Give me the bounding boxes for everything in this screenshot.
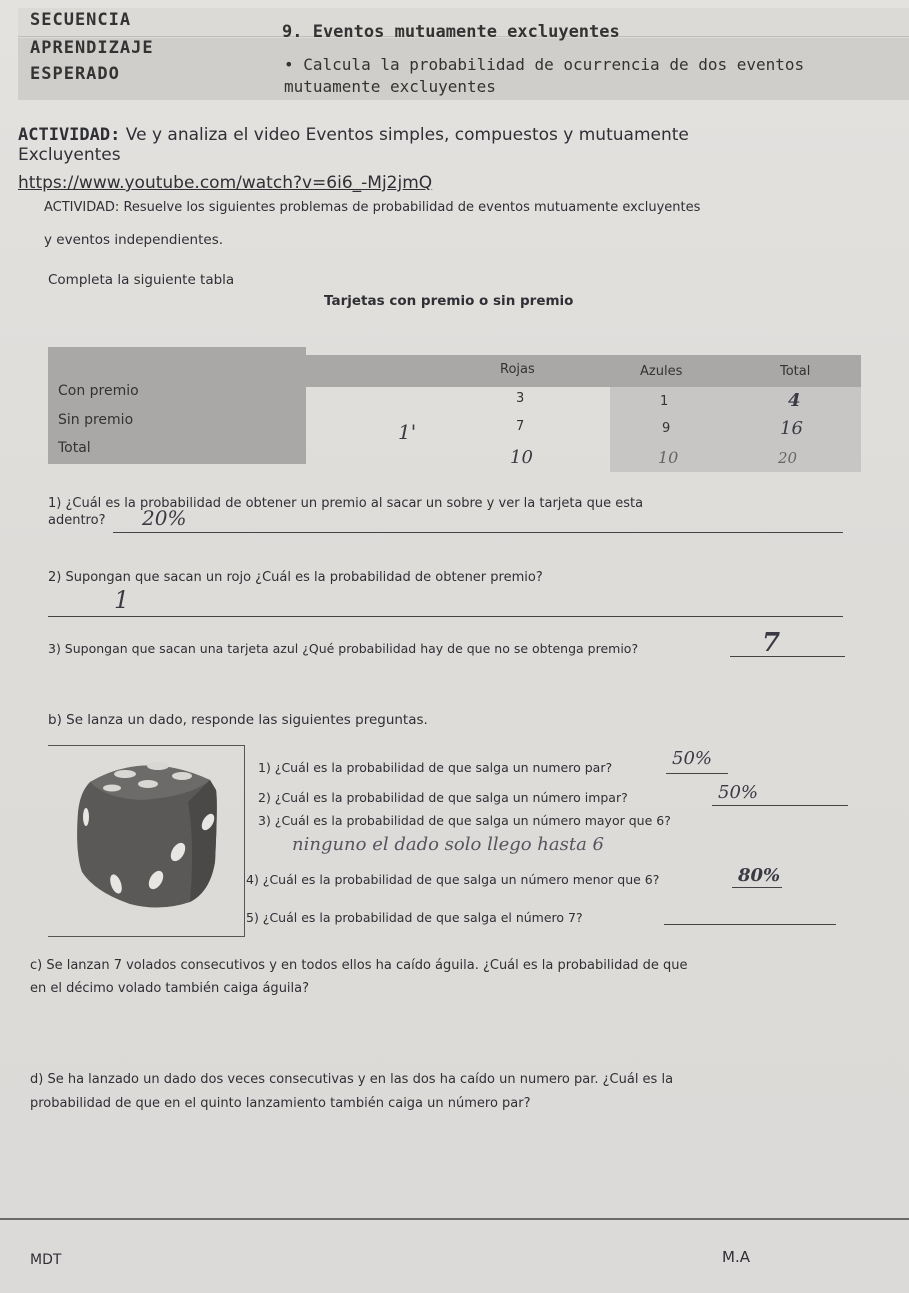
b-q1: 1) ¿Cuál es la probabilidad de que salga un numero par? — [258, 760, 613, 775]
b-q3: 3) ¿Cuál es la probabilidad de que salga un número mayor que 6? — [258, 813, 671, 828]
col-azules: Azules — [640, 364, 683, 379]
section-c-line2: en el décimo volado también caiga águila? — [30, 981, 310, 996]
row-label-sin-premio: Sin premio — [58, 412, 134, 428]
stray-mark: 1' — [398, 420, 417, 444]
activity2-line2: y eventos independientes. — [44, 232, 224, 248]
col-rojas: Rojas — [500, 362, 535, 377]
section-d-line1: d) Se ha lanzado un dado dos veces consecutivas y en las dos ha caído un numero par. ¿Cuál es la — [30, 1072, 674, 1087]
table-azul-total-block — [610, 387, 861, 472]
section-b-heading: b) Se lanza un dado, responde las siguientes preguntas. — [48, 712, 428, 728]
header-bullet-1: • Calcula la probabilidad de ocurrencia de dos eventos — [284, 55, 805, 74]
header-left-3: ESPERADO — [30, 64, 120, 84]
cell-con-total: 4 — [788, 390, 801, 411]
q1-line2: adentro? — [48, 513, 106, 528]
section-d-line2: probabilidad de que en el quinto lanzamiento también caiga un número par? — [30, 1096, 531, 1111]
cell-sin-azules: 9 — [662, 421, 671, 436]
b-q4-answer: 80% — [738, 865, 781, 886]
b-q2-answer: 50% — [718, 782, 759, 803]
header-left-2: APRENDIZAJE — [30, 38, 154, 58]
b-q4-blank[interactable] — [732, 887, 782, 888]
table-title: Tarjetas con premio o sin premio — [324, 293, 574, 309]
cell-total-total: 20 — [778, 449, 798, 467]
activity1-line1 — [18, 125, 689, 145]
footer-left: MDT — [30, 1252, 62, 1268]
activity1-text1: Ve y analiza el video Eventos simples, compuestos y mutuamente — [125, 125, 689, 145]
q3-text: 3) Supongan que sacan una tarjeta azul ¿Qué probabilidad hay de que no se obtenga premio? — [48, 641, 639, 656]
q3-answer-blank[interactable] — [730, 656, 845, 657]
b-q4: 4) ¿Cuál es la probabilidad de que salga un número menor que 6? — [246, 872, 660, 887]
b-q2-blank[interactable] — [712, 805, 848, 806]
b-q3-answer: ninguno el dado solo llego hasta 6 — [292, 834, 605, 855]
q1-answer: 20% — [142, 506, 187, 530]
cell-total-rojas: 10 — [510, 447, 533, 468]
row-label-total: Total — [58, 440, 91, 456]
cell-con-rojas: 3 — [516, 391, 525, 406]
b-q1-answer: 50% — [672, 748, 713, 769]
cell-con-azules: 1 — [660, 394, 669, 409]
header-left-1: SECUENCIA — [30, 10, 132, 30]
q1-answer-blank[interactable] — [113, 532, 843, 533]
activity1-label: ACTIVIDAD: — [18, 125, 121, 145]
cell-sin-total: 16 — [780, 418, 803, 439]
table-instruction: Completa la siguiente tabla — [48, 272, 235, 288]
cell-sin-rojas: 7 — [516, 419, 525, 434]
activity2-line1: ACTIVIDAD: Resuelve los siguientes problemas de probabilidad de eventos mutuamente excluyentes — [44, 200, 701, 215]
dice-icon — [70, 752, 220, 912]
footer-right: M.A — [722, 1248, 750, 1266]
section-c-line1: c) Se lanzan 7 volados consecutivos y en todos ellos ha caído águila. ¿Cuál es la probabilidad de que — [30, 958, 688, 973]
b-q5-blank[interactable] — [664, 924, 836, 925]
activity1-link[interactable]: https://www.youtube.com/watch?v=6i6_-Mj2jmQ — [18, 173, 433, 193]
activity1-text2: Excluyentes — [18, 145, 121, 165]
q2-text: 2) Supongan que sacan un rojo ¿Cuál es la probabilidad de obtener premio? — [48, 570, 543, 585]
b-q1-blank[interactable] — [666, 773, 728, 774]
header-bullet-2: mutuamente excluyentes — [284, 77, 496, 96]
q2-answer-blank[interactable] — [48, 616, 843, 617]
col-total: Total — [780, 364, 811, 379]
b-q5: 5) ¿Cuál es la probabilidad de que salga el número 7? — [246, 910, 583, 925]
header-title: 9. Eventos mutuamente excluyentes — [282, 22, 620, 42]
table-header-row — [306, 355, 861, 387]
q1-line1: 1) ¿Cuál es la probabilidad de obtener un premio al sacar un sobre y ver la tarjeta que esta — [48, 496, 644, 511]
cell-total-azules: 10 — [658, 448, 679, 467]
q2-answer: 1 — [114, 586, 130, 614]
q3-answer: 7 — [762, 628, 781, 658]
footer-rule — [0, 1218, 909, 1220]
b-q2: 2) ¿Cuál es la probabilidad de que salga un número impar? — [258, 790, 628, 805]
row-label-con-premio: Con premio — [58, 383, 139, 399]
